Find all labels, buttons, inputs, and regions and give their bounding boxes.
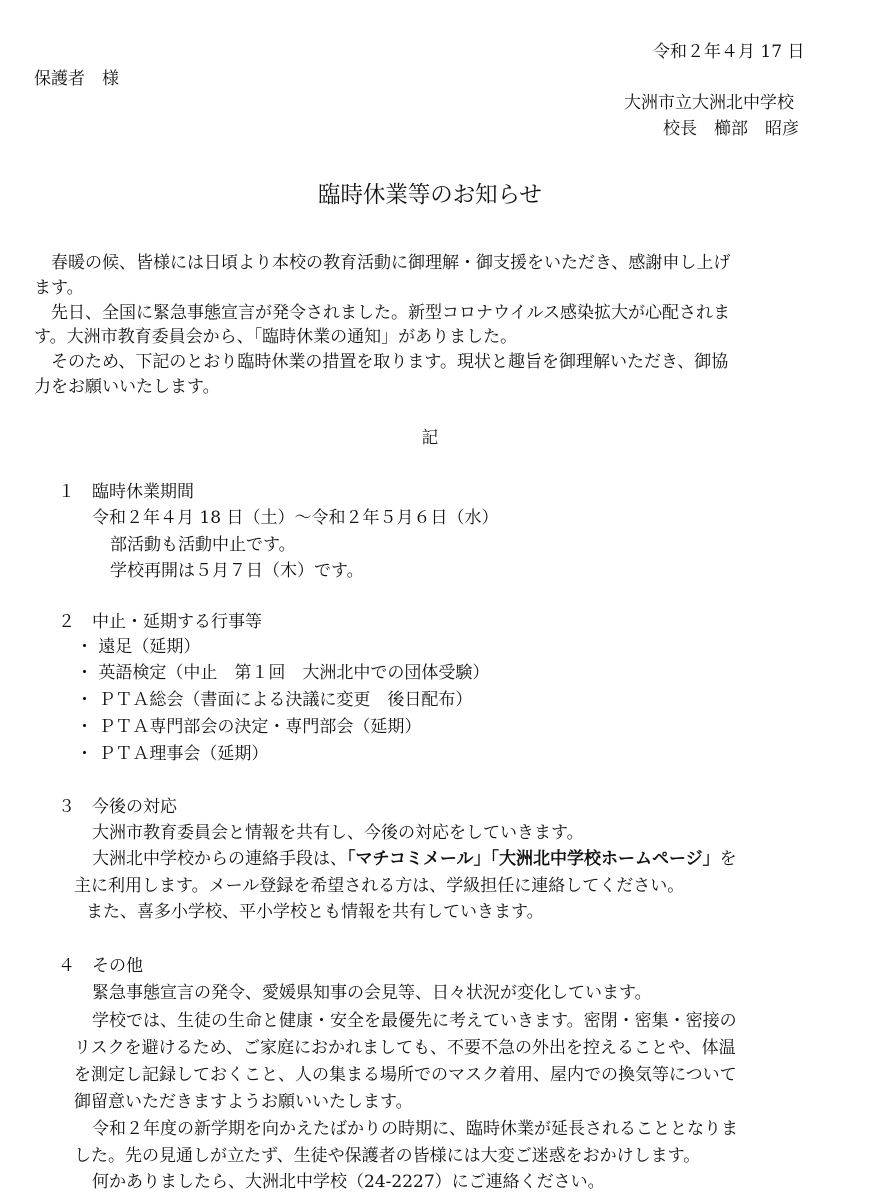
intro-line: ます。	[34, 278, 84, 298]
section3-line: 主に利用します。メール登録を希望される方は、学級担任に連絡してください。	[74, 876, 685, 896]
section4-line: 御留意いただきますようお願いいたします。	[74, 1092, 413, 1112]
section3-line: また、喜多小学校、平小学校とも情報を共有していきます。	[86, 902, 544, 922]
section3-line-text: 大洲北中学校からの連絡手段は、	[92, 849, 347, 869]
issue-date: 令和２年４月 17 日	[653, 42, 805, 62]
event-item: ・ 英語検定（中止 第１回 大洲北中での団体受験）	[76, 663, 490, 683]
school-name: 大洲市立大洲北中学校	[624, 93, 794, 113]
section1-note: 部活動も活動中止です。	[110, 535, 296, 555]
principal-name: 校長 櫛部 昭彦	[663, 119, 799, 139]
section1-period: 令和２年４月 18 日（土）～令和２年５月６日（水）	[92, 508, 499, 528]
section3-contact-line	[92, 851, 737, 868]
ki-marker: 記	[421, 428, 439, 448]
intro-line: す。大洲市教育委員会から、「臨時休業の通知」がありました。	[34, 327, 518, 347]
section3-line-text: を	[719, 849, 737, 869]
section1-note: 学校再開は５月７日（木）です。	[110, 561, 364, 581]
event-item: ・ 遠足（延期）	[76, 637, 201, 657]
intro-line: そのため、下記のとおり臨時休業の措置を取ります。現状と趣旨を御理解いただき、御協	[34, 352, 729, 372]
section4-line: リスクを避けるため、ご家庭におかれましても、不要不急の外出を控えることや、体温	[74, 1038, 736, 1058]
section4-heading: ４ その他	[58, 956, 143, 976]
event-item: ・ ＰＴＡ理事会（延期）	[76, 744, 269, 764]
section2-heading: ２ 中止・延期する行事等	[58, 612, 262, 632]
section3-line: 大洲市教育委員会と情報を共有し、今後の対応をしていきます。	[92, 823, 584, 843]
page-title: 臨時休業等のお知らせ	[318, 182, 542, 208]
intro-line: 力をお願いいたします。	[34, 377, 220, 397]
recipient: 保護者 様	[34, 69, 119, 89]
section4-line: 何かありましたら、大洲北中学校（24-2227）にご連絡ください。	[92, 1172, 605, 1192]
section4-line: 緊急事態宣言の発令、愛媛県知事の会見等、日々状況が変化しています。	[92, 983, 652, 1003]
section4-line: した。先の見通しが立たず、生徒や保護者の皆様には大変ご迷惑をおかけします。	[74, 1146, 701, 1166]
section4-line: 令和２年度の新学期を向かえたばかりの時期に、臨時休業が延長されることとなりま	[92, 1119, 738, 1139]
intro-line: 春暖の候、皆様には日頃より本校の教育活動に御理解・御支援をいただき、感謝申し上げ	[34, 253, 731, 273]
section4-line: 学校では、生徒の生命と健康・安全を最優先に考えていきます。密閉・密集・密接の	[92, 1011, 737, 1031]
intro-line: 先日、全国に緊急事態宣言が発令されました。新型コロナウイルス感染拡大が心配されま	[34, 303, 730, 323]
section1-heading: １ 臨時休業期間	[58, 482, 194, 502]
section3-heading: ３ 今後の対応	[58, 797, 177, 817]
contact-methods: 「マチコミメール」「大洲北中学校ホームページ」	[347, 849, 720, 869]
section4-line: を測定し記録しておくこと、人の集まる場所でのマスク着用、屋内での換気等について	[74, 1065, 737, 1085]
event-item: ・ ＰＴＡ総会（書面による決議に変更 後日配布）	[76, 690, 473, 710]
event-item: ・ ＰＴＡ専門部会の決定・専門部会（延期）	[76, 717, 422, 737]
